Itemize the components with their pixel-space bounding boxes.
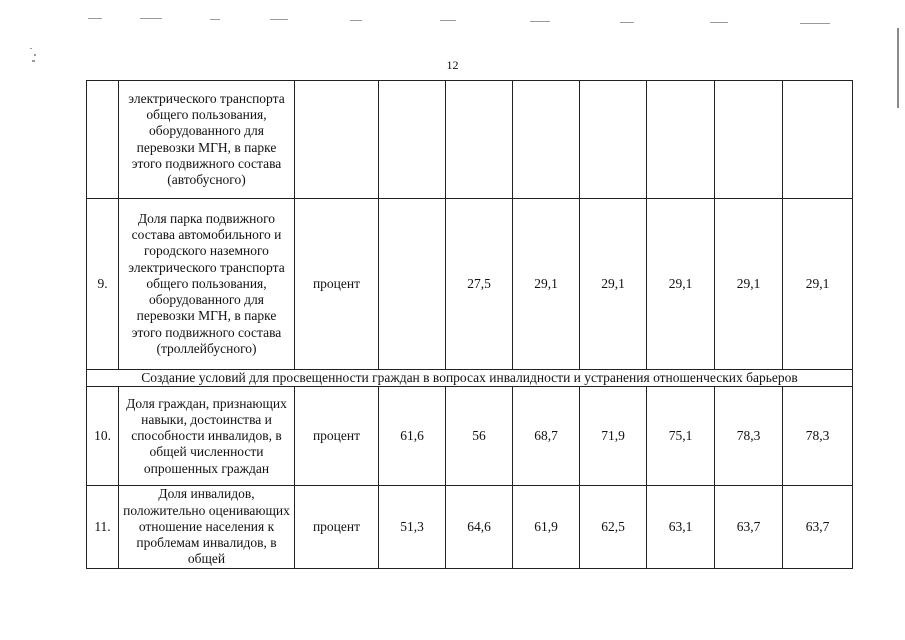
value-cell xyxy=(379,81,446,199)
value-cell: 62,5 xyxy=(580,486,647,568)
value-cell: 75,1 xyxy=(647,387,715,486)
value-cell: 63,7 xyxy=(783,486,853,568)
value-cell: 71,9 xyxy=(580,387,647,486)
value-cell xyxy=(647,81,715,199)
row-number xyxy=(87,81,119,199)
value-cell: 61,9 xyxy=(513,486,580,568)
value-cell: 29,1 xyxy=(647,199,715,370)
unit-cell: процент xyxy=(295,486,379,568)
table-row xyxy=(87,199,853,370)
unit-cell xyxy=(295,81,379,199)
value-cell: 78,3 xyxy=(715,387,783,486)
row-number: 10. xyxy=(87,387,119,486)
page-number: 12 xyxy=(446,58,459,72)
section-title: Создание условий для просвещенности граждан в вопросах инвалидности и устранения отношенческих барьеров xyxy=(87,370,853,387)
indicators-table xyxy=(86,80,853,569)
value-cell: 29,1 xyxy=(513,199,580,370)
value-cell: 63,1 xyxy=(647,486,715,568)
value-cell: 61,6 xyxy=(379,387,446,486)
value-cell: 29,1 xyxy=(580,199,647,370)
section-row xyxy=(87,370,853,387)
value-cell: 68,7 xyxy=(513,387,580,486)
value-cell xyxy=(379,199,446,370)
value-cell: 29,1 xyxy=(715,199,783,370)
indicator-name: электрического транспорта общего пользования, оборудованного для перевозки МГН, в парке этого подвижного состава (автобусного) xyxy=(119,81,295,199)
value-cell: 78,3 xyxy=(783,387,853,486)
value-cell: 27,5 xyxy=(446,199,513,370)
value-cell: 51,3 xyxy=(379,486,446,568)
row-number: 9. xyxy=(87,199,119,370)
value-cell xyxy=(446,81,513,199)
unit-cell: процент xyxy=(295,387,379,486)
value-cell xyxy=(580,81,647,199)
value-cell xyxy=(715,81,783,199)
value-cell: 63,7 xyxy=(715,486,783,568)
row-number: 11. xyxy=(87,486,119,568)
table-row xyxy=(87,486,853,568)
value-cell: 64,6 xyxy=(446,486,513,568)
table-row xyxy=(87,81,853,199)
indicator-name: Доля инвалидов, положительно оценивающих отношение населения к проблемам инвалидов, в общей xyxy=(119,486,295,568)
indicator-name: Доля парка подвижного состава автомобильного и городского наземного электрического транспорта общего пользования, оборудованного для перевозки МГН, в парке этого подвижного состава (троллейбусного) xyxy=(119,199,295,370)
table-row xyxy=(87,387,853,486)
value-cell xyxy=(783,81,853,199)
value-cell: 29,1 xyxy=(783,199,853,370)
value-cell xyxy=(513,81,580,199)
unit-cell: процент xyxy=(295,199,379,370)
value-cell: 56 xyxy=(446,387,513,486)
indicator-name: Доля граждан, признающих навыки, достоинства и способности инвалидов, в общей численности опрошенных граждан xyxy=(119,387,295,486)
